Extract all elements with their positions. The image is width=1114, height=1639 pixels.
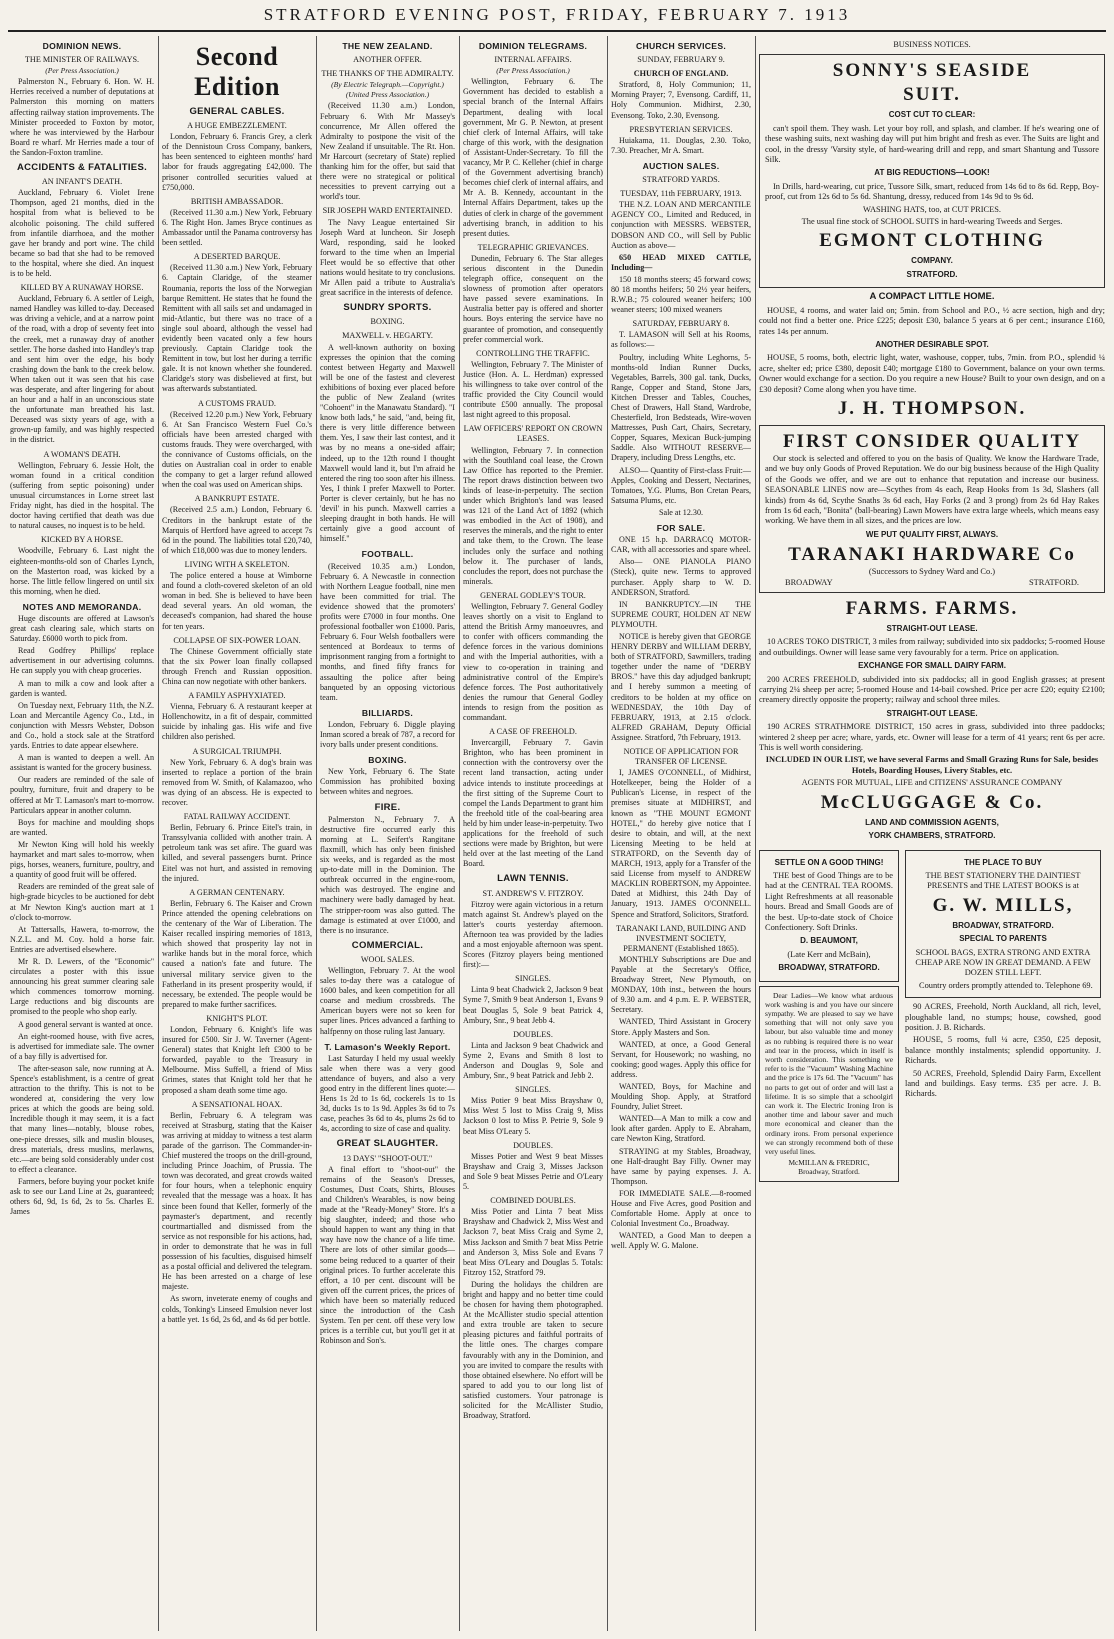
article-paragraph: Wellington, February 6. Jessie Holt, the woman found in a critical condition (suffering from septic poisoning) under unusual circumstances in Lorne street last Friday night, has died in the hospital. The doctor having certified that death was due to natural causes, no inquest is to be held. xyxy=(10,460,154,531)
advert-subheading: STRAIGHT-OUT LEASE. xyxy=(886,708,978,718)
article-heading: WOOL SALES. xyxy=(360,954,415,964)
article-paragraph: A well-known authority on boxing expresses the opinion that the coming contest between Hegarty and Maxwell will be one of the fastest and cleverest exhibitions of boxing ever placed before the public of New Zealand (writes "Cohoent" in the Manawatu Standard). "I know both lads," he said, "and, being fit, there is very little difference between them. Yes, I saw their last contest, and it was by no means a one-sided affair; indeed, up to the 12th round I thought Maxwell would land it, but I'm afraid he entered the ring too soon after his illness. Yes, I think I prefer Maxwell to Porter. Porter is clever certainly, but he has no 'devil' in his punch. Maxwell carries a sleeping draught in both hands. He will certainly give a good account of himself." xyxy=(320,342,455,544)
article-paragraph: London, February 6. Knight's life was insured for £500. Sir J. W. Taverner (Agent-General) states that Knight left £300 to be forwarded, payable to the Treasury in Melbourne. Miss Suffell, a friend of Miss Grimes, states that Knight told her that he proposed a sham death some time ago. xyxy=(162,1024,312,1095)
advert-text: THE BEST STATIONERY THE DAINTIEST PRESENTS and THE LATEST BOOKS is at xyxy=(925,870,1081,891)
stationery-advert xyxy=(905,846,1101,1186)
article-paragraph: Palmerston N., February 7. A destructive fire occurred early this morning at L. Seifert's Rangitane flaxmill, which has only been finished six weeks, and is regarded as the most up-to-date mill in the Dominion. The outbreak occurred in the engine-room, which was destroyed. The engine and machinery were badly damaged by heat. The stripper-room was also gutted. The damage is estimated at over £1000, and there is no insurance. xyxy=(320,814,455,935)
advert-text: Our stock is selected and offered to you on the basis of Quality. We know the Hardware Trade, and we buy only Goods of Proved Reputation. We do our big business because of the High Quality of the Goods we offer, and we are out to enhance that reputation and increase our business. SEASONABLE LINES now are—Scythes from 4s each, Reap Hooks from 1s 3d, Slashers (all kinds) from 4s 6d, Scythe Snaths 3s 6d each, Hay Forks (2 and 3 prong) from 2s 6d Hay Rakes from 1s 6d each, "Bonita" (ball-bearing) Lawn Mowers have extra large wheels, which means easy working. We have them in all sizes, and the prices are low. xyxy=(765,453,1099,526)
article-paragraph: (Received 10.35 a.m.) London, February 6. A Newcastle in connection with Northern League football, nine men have been committed for trial. The evidence showed that the promoters' profits were £7000 in four months. One professional footballer won £1000. Paris, February 6. Four Welsh footballers were sentenced at Bordeaux to terms of imprisonment ranging from a fortnight to months, and fined fifty francs for assaulting the police after being banqueted by an opposing victorious team. xyxy=(320,561,455,702)
article-heading: ST. ANDREW'S V. FITZROY. xyxy=(482,888,584,898)
article-heading: SIR JOSEPH WARD ENTERTAINED. xyxy=(322,206,453,216)
article-heading: A SURGICAL TRIUMPH. xyxy=(192,746,282,756)
article-heading: A GERMAN CENTENARY. xyxy=(189,887,285,897)
edition-banner: Second Edition xyxy=(194,42,280,101)
advert-brand: EGMONT CLOTHING xyxy=(819,230,1045,252)
article-paragraph: Wellington, February 7. The Minister of Justice (Hon. A. L. Herdman) expressed his willingness to take over control of the traffic provided the City Council would contribute £500 annually. The proposal last night agreed to this proposal. xyxy=(463,359,603,420)
article-paragraph: Linta 9 beat Chadwick 2, Jackson 9 beat Syme 7, Smith 9 beat Anderson 1, Evans 9 beat Douglas 5, Sole 9 beat Patrick 4, Ambury, Snr., 9 beat Jebb 4. xyxy=(463,985,603,1025)
article-paragraph: Auckland, February 6. Violet Irene Thompson, aged 21 months, died in the hospital from what is believed to be alcoholic poisoning. The child suffered from infantile diarrhoea, and the mother gave her brandy and port wine. The child became so bad that she had to be removed to the hospital, where she died. An inquest is to be held. xyxy=(10,188,154,278)
article-heading: TUESDAY, 11th FEBRUARY, 1913. xyxy=(620,189,742,199)
article-paragraph: Vienna, February 6. A restaurant keeper at Hollenchowitz, in a fit of despair, committed suicide by inhaling gas. His wife and five children also perished. xyxy=(162,702,312,742)
advert-subheading: SETTLE ON A GOOD THING! xyxy=(774,857,884,867)
column-divider xyxy=(316,36,317,1631)
masthead-rule xyxy=(8,30,1106,32)
tea-rooms-advert xyxy=(759,846,899,1186)
article-heading: A BANKRUPT ESTATE. xyxy=(194,494,280,504)
article-heading: A CASE OF FREEHOLD. xyxy=(489,727,577,737)
advert-subheading: COST CUT TO CLEAR: xyxy=(888,110,976,120)
press-credit: (Per Press Association.) xyxy=(45,66,119,76)
advert-subheading: AT BIG REDUCTIONS—LOOK! xyxy=(874,168,990,178)
hardware-advert xyxy=(759,425,1105,593)
article-paragraph: (Received 11.30 a.m.) London, February 6. With Mr Massey's concurrence, Mr Allen offered the Admiralty to postpone the visit of the New Zealand if unsuitable. The Rt. Hon. Mr Harcourt (secretary of State) replied thanking him for the offer, but said that there were no strategical or political necessities to prevent carrying out a world's tour. xyxy=(320,101,455,202)
article-heading: AN INFANT'S DEATH. xyxy=(41,177,123,187)
tea-rooms-box xyxy=(759,850,899,982)
advert-subheading: YORK CHAMBERS, STRATFORD. xyxy=(868,831,996,841)
article-heading: SINGLES. xyxy=(515,974,551,984)
column-divider xyxy=(755,36,756,1631)
article-heading: ANOTHER OFFER. xyxy=(353,55,422,65)
section-heading: AUCTION SALES. xyxy=(642,160,720,171)
article-paragraph: Woodville, February 6. Last night the eighteen-months-old son of Charles Lynch, on the Masterton road, was kicked by a horse. The little fellow lingered on until six this morning, when he died. xyxy=(10,546,154,596)
article-paragraph: Fitzroy were again victorious in a return match against St. Andrew's played on the latter's courts yesterday afternoon. Afternoon tea was provided by the ladies and a most enjoyable afternoon was spent. Scores (Fitzroy players being mentioned first):— xyxy=(463,899,603,970)
article-heading: FATAL RAILWAY ACCIDENT. xyxy=(183,812,291,822)
section-heading: LAWN TENNIS. xyxy=(497,873,569,885)
advert-text: HOUSE, 4 rooms, and water laid on; 5min. from School and P.O., ½ acre section, high and dry; could not find a better one. Price £225; deposit £30, balance 5 years at 6 per cent.; insurance £160, rates 14s per annum. xyxy=(759,305,1105,336)
article-paragraph: New York, February 6. The State Commission has prohibited boxing between whites and negroes. xyxy=(320,767,455,797)
article-paragraph: Wellington, February 7. At the wool sales to-day there was a catalogue of 1600 bales, and keen competition for all coarse and medium crossbreds. The American buyers were not so keen for super lines. Prices advanced a farthing to halfpenny on those ruling last January. xyxy=(320,965,455,1036)
column-4 xyxy=(463,36,603,1634)
article-heading: CONTROLLING THE TRAFFIC. xyxy=(476,348,590,358)
press-credit: (Per Press Association.) xyxy=(496,66,570,76)
section-heading: DOMINION TELEGRAMS. xyxy=(478,41,588,51)
advert-subheading: LAND AND COMMISSION AGENTS, xyxy=(865,817,999,827)
article-heading: DOUBLES. xyxy=(513,1029,553,1039)
article-paragraph: (Received 11.30 a.m.) New York, February 6. Captain Claridge, of the steamer Roumania, reports the loss of the Norwegian barque Remittent. He states that he found the Remittent with all sails set and undamaged in mid-Atlantic, but there was no trace of a single soul aboard, although the vessel had evidently been vacated only a few hours previously. Captain Claridge took the Remittent in tow, but lost her during a terrific gale. It is not known whether she foundered. Claridge's story was disbelieved at first, but was afterwards substantiated. xyxy=(162,263,312,394)
advert-location-right: STRATFORD. xyxy=(1028,577,1079,587)
classified-ad: STRAYING at my Stables, Broadway, one Half-draught Bay Filly. Owner may have same by paying expenses. J. A. Thompson. xyxy=(611,1146,751,1186)
notice-paragraph: NOTICE is hereby given that GEORGE HENRY DERBY and WILLIAM DERBY, both of STRATFORD, Sawmillers, trading together under the name of "DERBY BROS." have this day adjudged bankrupt; and I hereby summon a meeting of creditors to be holden at my office on WEDNESDAY, the 10th Day of FEBRUARY, 1913, at 2.15 o'clock. ALFRED GRAHAM, Deputy Official Assignee. Stratford, 7th February, 1913. xyxy=(611,631,751,742)
advert-subheading: STRATFORD. xyxy=(906,269,958,279)
note-paragraph: The after-season sale, now running at A. Spence's establishment, is a centre of great attraction to the thrifty. This is not to be wondered at, considering the very low prices at which the goods are being sold. Incredible though it may seem, it is a fact that many lines—notably, blouse robes, one-piece dresses, silk and muslin blouses, dress materials, dress muslins, merlawns, etc.—are being sold considerably under cost to effect a clearance. xyxy=(10,1063,154,1174)
advert-subheading: STRAIGHT-OUT LEASE. xyxy=(886,624,978,633)
article-heading: 13 DAYS' "SHOOT-OUT." xyxy=(342,1153,433,1163)
section-heading: NOTES AND MEMORANDA. xyxy=(22,601,142,612)
note-paragraph: Mr R. D. Lewers, of the "Economic" circulates a poster with this issue announcing his great summer clearing sale which commences tomorrow morning. Large reductions and big discounts are promised to the people who shop early. xyxy=(10,956,154,1017)
article-heading: TELEGRAPHIC GRIEVANCES. xyxy=(477,242,589,252)
advert-title: FARMS. FARMS. xyxy=(845,598,1019,619)
advert-brand: McCLUGGAGE & Co. xyxy=(820,791,1044,813)
note-paragraph: At Tattersalls, Hawera, to-morrow, the N.Z.L. and M. Coy. hold a horse fair. Entries are advertised elsewhere. xyxy=(10,924,154,954)
advert-subheading: A COMPACT LITTLE HOME. xyxy=(869,291,995,303)
article-heading: STRATFORD YARDS. xyxy=(642,175,720,185)
note-paragraph: Readers are reminded of the great sale of high-grade bicycles to be auctioned for debt at Mr Newton King's auction mart at 1 o'clock to-morrow. xyxy=(10,882,154,922)
advert-brand: J. H. THOMPSON. xyxy=(837,397,1027,419)
article-heading: SINGLES. xyxy=(515,1085,551,1095)
section-heading: FIRE. xyxy=(374,801,401,813)
article-heading: GENERAL GODLEY'S TOUR. xyxy=(480,590,586,600)
article-heading: A HUGE EMBEZZLEMENT. xyxy=(187,121,287,131)
column-6 xyxy=(759,36,1105,1634)
article-paragraph: (Received 2.5 a.m.) London, February 6. Creditors in the bankrupt estate of the Marquis of Hertford have agreed to accept 7s 6d in the pound. The liabilities total £20,740, of which £18,000 was due to money lenders. xyxy=(162,505,312,555)
article-paragraph: Miss Potier 9 beat Miss Brayshaw 0, Miss West 5 lost to Miss Craig 9, Miss Jackson 0 lost to Miss P. Petrie 9, Sole 9 beat Miss O'Leary 5. xyxy=(463,1096,603,1136)
advert-text: SCHOOL BAGS, EXTRA STRONG AND EXTRA CHEAP ARE NOW IN GREAT DEMAND. A FEW DOZEN STILL LEFT. xyxy=(915,947,1091,978)
section-heading: CHURCH SERVICES. xyxy=(635,41,727,51)
column-divider xyxy=(607,36,608,1631)
article-paragraph: (Received 11.30 a.m.) New York, February 6. The Right Hon. James Bryce continues as Ambassador until the Panama controversy has been settled. xyxy=(162,207,312,248)
article-paragraph: Invercargill, February 7. Gavin Brighton, who has been prominent in connection with the controversy over the recent land transaction, acting under advice intends to institute proceedings at the first sitting of the Supreme Court to compel the Lands Department to grant him the freehold title of the coal-bearing area held by him under lease-in-perpetuity. Two applications for the freehold of such sections were made by Brighton, but were held over at the last meeting of the Land Board. xyxy=(463,738,603,869)
advert-brand: TARANAKI HARDWARE Co xyxy=(788,544,1076,566)
article-paragraph: Berlin, February 6. Prince Eitel's train, in Transsylvania collided with another train. A petroleum tank was set afire. The guard was killed, and several passengers burnt. Prince Eitel was not hurt, and assisted in removing the injured. xyxy=(162,823,312,883)
section-heading: FOR SALE. xyxy=(656,523,706,534)
section-heading: COMMERCIAL. xyxy=(351,939,424,951)
notice-paragraph: MONTHLY Subscriptions are Due and Payable at the Secretary's Office, Broadway Street, New Plymouth, on MONDAY, 10th inst., between the hours of 9.30 a.m. and 4 p.m. E. P. WEBSTER, Secretary. xyxy=(611,954,751,1015)
notice-paragraph: 150 18 months steers; 45 forward cows; 80 18 months heifers; 50 2½ year heifers, R.W.B.; 75 coloured weaner heifers; 100 weaner steers; 100 mixed weaners xyxy=(611,274,751,315)
advert-text: The usual fine stock of SCHOOL SUITS in hard-wearing Tweeds and Serges. xyxy=(801,217,1063,227)
note-paragraph: Our readers are reminded of the sale of poultry, furniture, fruit and drapery to be offered at Mr T. Lamason's mart to-morrow. Particulars appear in another column. xyxy=(10,775,154,815)
column-1 xyxy=(10,36,154,1634)
article-paragraph: Auckland, February 6. A settler of Leigh, named Handley was killed to-day. Deceased was driving a vehicle, and at a narrow point of the road, with a drop of seventy feet into the creek, met a runaway dray of another settler. The horse dashed into Handley's trap and sent him over the edge, his body crashing down the bank to the creek below. When taken out it was seen that his case was desperate, and after lingering for about an hour and a half in an unconscious state the unfortunate man breathed his last. Deceased was sixty years of age, with a grown-up family, and was highly respected in the district. xyxy=(10,294,154,445)
article-heading: THE THANKS OF THE ADMIRALTY. xyxy=(321,69,454,79)
notice-paragraph: I, JAMES O'CONNELL, of Midhirst, Hotelkeeper, being the Holder of a Publican's License, in respect of the premises situate at MIDHIRST, and known as "THE MOUNT EGMONT HOTEL," do hereby give notice that I desire to obtain, and will, at the next Licensing Meeting to be held at STRATFORD, on the Seventh day of MARCH, 1913, apply for a Transfer of the said License from myself to ANDREW MACKLIN ROBERTSON, my Appointee. Dated at Midhirst, this 24th Day of January, 1913. JAMES O'CONNELL. Spence and Stratford, Solicitors, Stratford. xyxy=(611,768,751,919)
column-divider xyxy=(459,36,460,1631)
article-paragraph: Last Saturday I held my usual weekly sale when there was a very good attendance of buyers, and also a very good entry in the different lines quote:—Hens 1s 2d to 1s 6d, cockerels 1s to 1s 3d, ducks 1s to 1s 9d. Apples 3s 6d to 7s case, peaches 3s 6d to 4s, plums 2s 6d to 4s, according to size of case and quality. xyxy=(320,1053,455,1134)
article-paragraph: A final effort to "shoot-out" the remains of the Season's Dresses, Costumes, Dust Coats, Shirts, Blouses and Children's Wearables, is now being made at the "Ready-Money" Store. It's a big slaughter, indeed; and those who should happen to want any thing in that way have now the chance of a life time. There are lots of other similar goods—some being reduced to a quarter of their original prices. To further accelerate this effort, a 10 per cent. discount will be given off the current prices, the prices of which have been so materially reduced since the introduction of the Cash System. Ten per cent. off these very low prices is a terrible cut, but you'll get it at Robinson and Son's. xyxy=(320,1164,455,1346)
classified-ad: HOUSE, 5 rooms, full ¼ acre, £350, £25 deposit, balance monthly instalments; splendid opportunity. J. Richards. xyxy=(905,1035,1101,1066)
article-heading: PRESBYTERIAN SERVICES. xyxy=(629,124,733,134)
article-heading: CHURCH OF ENGLAND. xyxy=(633,69,729,79)
advert-text: Broadway, Stratford. xyxy=(798,1167,860,1177)
advert-subheading: THE PLACE TO BUY xyxy=(964,857,1042,867)
section-heading: T. Lamason's Weekly Report. xyxy=(324,1041,451,1052)
advert-text: In Drills, hard-wearing, cut price, Tussore Silk, smart, reduced from 14s 6d to 8s 6d. Repp, Boy-proof, cut from 12s 6d to 5s 6d. Shantung, dressy, reduced from 14s 9d to 9s 6d. xyxy=(765,181,1099,202)
section-heading: ACCIDENTS & FATALITIES. xyxy=(16,162,148,174)
article-paragraph: During the holidays the children are bright and happy and no better time could be chosen for having them photographed. At the McAllister studio special attention and extra trouble are taken to secure pleasing pictures and faithful portraits of the little ones. The charges compare favourably with any in the Dominion, and you are invited to compare the results with those obtained elsewhere. No effort will be spared to add you to our long list of satisfied customers. Your patronage is solicited for the McAllister Studio, Broadway, Stratford. xyxy=(463,1279,603,1421)
article-paragraph: Wellington, February 7. General Godley leaves shortly on a visit to England to attend the British Army manoeuvres, and to confer with officers commanding the defence forces in the various dominions and with the Imperial authorities, with a view to co-operation in training and administrative control of the Empire's defence forces. The Post authoritatively denies the rumour that General Godley intends to resign from the position as commandant. xyxy=(463,601,603,722)
advert-text: (Late Kerr and McBain), xyxy=(787,949,871,959)
article-paragraph: Palmerston N., February 6. Hon. W. H. Herries received a number of deputations at Palmerston this morning on matters affecting railway station improvements. The Minister proceeded to Foxton by motor, where he was interviewed by the Harbour Board re wharf. Mr Herries made a tour of the Sandon-Foxton tramline. xyxy=(10,77,154,157)
article-paragraph: London, February 6. Diggle playing Inman scored a break of 787, a record for ivory balls under present conditions. xyxy=(320,719,455,750)
article-heading: LAW OFFICERS' REPORT ON CROWN LEASES. xyxy=(463,424,603,444)
section-heading: BILLIARDS. xyxy=(361,707,414,718)
article-paragraph: (Received 12.20 p.m.) New York, February 6. At San Francisco Western Fuel Co.'s officials have been arrested charged with customs frauds. They were overcharged, with the connivance of Customs officials, on the duties on Australian coal in order to enable the company to get a larger refund allowed when the coal was used on American ships. xyxy=(162,409,312,490)
advert-subheading: EXCHANGE FOR SMALL DAIRY FARM. xyxy=(858,661,1006,671)
article-heading: INTERNAL AFFAIRS. xyxy=(494,55,572,65)
advert-text: 190 ACRES STRATHMORE DISTRICT, 150 acres in grass, subdivided into three paddocks; wintered 2 sheep per acre; whare, yards, etc. Owner will lease for a term of 41 years; rent 6s per acre. This is well worth considering. xyxy=(759,722,1105,753)
column-3 xyxy=(320,36,455,1634)
note-paragraph: Farmers, before buying your pocket knife ask to see our Land Line at 2s, guaranteed; others 6d, 9d, 1s 6d, 2s to 5s. Charles E. James xyxy=(10,1176,154,1217)
article-heading: COLLAPSE OF SIX-POWER LOAN. xyxy=(173,635,301,645)
article-heading: LIVING WITH A SKELETON. xyxy=(184,559,290,569)
article-heading: TARANAKI LAND, BUILDING AND INVESTMENT SOCIETY, PERMANENT (Established 1865). xyxy=(616,923,746,953)
notice-paragraph: Also— ONE PIANOLA PIANO (Steck), quite new. Terms to approved purchaser. Apply sharp to W. D. ANDERSON, Stratford. xyxy=(611,557,751,597)
notice-paragraph: THE N.Z. LOAN AND MERCANTILE AGENCY CO., Limited and Reduced, in conjunction with MESSRS. WEBSTER, DOBSON AND CO., will Sell by Public Auction as above— xyxy=(611,200,751,250)
article-heading: MAXWELL v. HEGARTY. xyxy=(342,331,433,341)
article-heading: NOTICE OF APPLICATION FOR TRANSFER OF LICENSE. xyxy=(623,747,739,767)
article-heading: THE MINISTER OF RAILWAYS. xyxy=(24,55,140,65)
section-heading: FOOTBALL. xyxy=(361,549,414,560)
press-credit: (By Electric Telegraph.—Copyright.) (United Press Association.) xyxy=(331,80,444,100)
article-paragraph: The police entered a house at Wimborne and found a cloth-covered skeleton of an old woman in bed. She is believed to have been dead several years. An old woman, the deceased's companion, had shared the house for ten years. xyxy=(162,571,312,631)
column-5 xyxy=(611,36,751,1634)
note-paragraph: Huge discounts are offered at Lawson's great cash clearing sale, which starts on Saturday. £6000 worth to pick from. xyxy=(10,613,154,644)
classified-ad: 50 ACRES, Freehold, Splendid Dairy Farm, Excellent land and buildings. Easy terms. £35 per acre. J. B. Richards. xyxy=(905,1068,1101,1099)
advert-text: 200 ACRES FREEHOLD, subdivided into six paddocks; all in good English grasses; at present carrying 2¼ sheep per acre; 5-roomed House and 14-bail cowshed. Price per acre £20; equity £2100; creamery directly opposite the property; railway and school three miles. xyxy=(759,674,1105,705)
article-heading: KICKED BY A HORSE. xyxy=(40,535,124,545)
classified-ad: WANTED, Third Assistant in Grocery Store. Apply Masters and Son. xyxy=(611,1017,751,1037)
note-paragraph: Read Godfrey Phillips' replace advertisement in our advertising columns. He can supply you with cheap groceries. xyxy=(10,646,154,676)
advert-text: Dear Ladies—We know what arduous work washing is and you have our sincere sympathy. We are pleased to say we have something that will not only save you labour, but also valuable time and money as no rubbing is required there is no wear and tear in the process, which in itself is worth consideration. This something we refer to is the "Vacuum" Washing Machine and the price is 17s 6d. The "Vacuum" has no parts to get out of order and will last a lifetime. It is so simple that a schoolgirl can work it. The Electric Ironing Iron is another time and labour saver and much more economical and cleaner than the ordinary irons. From personal experience we can strongly recommend both of these very useful lines. xyxy=(765,990,893,1157)
article-heading: KILLED BY A RUNAWAY HORSE. xyxy=(20,283,144,293)
column-2 xyxy=(162,36,312,1634)
article-paragraph: As sworn, inveterate enemy of coughs and colds, Tonking's Linseed Emulsion never lost a battle yet. 1s 6d, 2s 6d, and 4s 6d per bottle. xyxy=(162,1294,312,1324)
classified-ad: WANTED, at once, a Good General Servant, for Housework; no washing, no cooking; good wages. Apply this office for address. xyxy=(611,1039,751,1079)
note-paragraph: Mr Newton King will hold his weekly haymarket and mart sales to-morrow, when pigs, horses, weaners, furniture, poultry, and a quantity of good fruit will be offered. xyxy=(10,839,154,880)
section-heading: BOXING. xyxy=(368,755,407,766)
advert-location xyxy=(765,578,1099,588)
notice-paragraph: T. LAMASON will Sell at his Rooms, as follows:— xyxy=(611,330,751,350)
section-heading: BUSINESS NOTICES. xyxy=(893,40,971,49)
article-paragraph: Wellington, February 6. The Government has decided to establish a special branch of the Internal Affairs Department, dealing with local government, Mr G. P. Newton, at present chief clerk of Internal Affairs, will take charge of this work, with the designation of Assistant-Under-Secretary. To fill the vacancy, Mr P. C. Kelleher (chief in charge of the Government advertising branch) becomes chief clerk of internal affairs, and Mr A. B. Kennedy, accountant in the Internal Affairs Department, takes up the duties of clerk in charge of the government advertising branch, in addition to his present duties. xyxy=(463,77,603,238)
article-heading: COMBINED DOUBLES. xyxy=(490,1196,576,1206)
advert-text: can't spoil them. They wash. Let your boy roll, and splash, and clamber. If he's wearing one of these washing suits, next washing day will put him bright and fresh as ever. The Suits are light and cool, in the dressy 'Varsity style, of hard-wearing drill and repp, and smart Shantung and Tussore Silk. xyxy=(765,123,1099,165)
advert-brand: G. W. MILLS, xyxy=(932,894,1074,916)
article-heading: SATURDAY, FEBRUARY 8. xyxy=(632,319,730,329)
notice-paragraph: ONE 15 h.p. DARRACQ MOTOR-CAR, with all accessories and spare wheel. xyxy=(611,535,751,555)
notice-paragraph: ALSO— Quantity of First-class Fruit:— Apples, Cooking and Dessert, Nectarines, Tomatoes, Y.G. Plums, Bon Cretan Pears, Satsuma Plums, etc. xyxy=(611,465,751,505)
clothing-advert xyxy=(759,54,1105,288)
advert-subheading: D. BEAUMONT, xyxy=(800,936,858,946)
advert-text: THE best of Good Things are to be had at the CENTRAL TEA ROOMS. Light Refreshments at all reasonable hours. Bread and Small Goods are of the best. Up-to-date stock of Choice Confectionery. Soft Drinks. xyxy=(765,870,893,932)
article-paragraph: Berlin, February 6. A telegram was received at Strasburg, stating that the Kaiser was arriving at midday to witness a test alarm parade of the garrison. The Commander-in-Chief mustered the troops on the drill-ground, including Prince Joachim, of Prussia. The town was decorated, and great crowds waited for four hours, when a telephonic enquiry revealed that the message was a hoax. It has since been found that Keller, formerly of the paymaster's department, and recently courtmartialled and dismissed from the service as not responsible for his actions, had, in order to demonstrate that he was in full possession of his faculties, disguised himself as a postal official and delivered the telegram. He has been arrested on a charge of lese majeste. xyxy=(162,1110,312,1292)
classified-ad: WANTED, Boys, for Machine and Moulding Shop. Apply, at Stratford Foundry, Juliet Street. xyxy=(611,1082,751,1112)
note-paragraph: On Tuesday next, February 11th, the N.Z. Loan and Mercantile Agency Co., Ltd., in conjunction with Messrs Webster, Dobson and Co., hold a stock sale at the Stratford yards. Entries to date appear elsewhere. xyxy=(10,700,154,751)
advert-text: AGENTS FOR MUTUAL, LIFE and CITIZENS' ASSURANCE COMPANY xyxy=(801,778,1063,788)
section-heading: SUNDRY SPORTS. xyxy=(343,302,432,314)
classified-ad: 90 ACRES, Freehold, North Auckland, all rich, level, ploughable land, no stumps; house, cowshed, good position. J. B. Richards. xyxy=(905,1002,1101,1032)
note-paragraph: A man is wanted to deepen a well. An assistant is wanted for the grocery business. xyxy=(10,753,154,773)
notice-paragraph: Sale at 12.30. xyxy=(658,507,704,517)
section-heading: GREAT SLAUGHTER. xyxy=(336,1138,439,1150)
advert-subheading: WE PUT QUALITY FIRST, ALWAYS. xyxy=(865,529,999,539)
section-heading: DOMINION NEWS. xyxy=(42,41,122,51)
advert-text: INCLUDED IN OUR LIST, we have several Farms and Small Grazing Runs for Sale, besides Hotels, Boarding Houses, Livery Stables, etc. xyxy=(765,755,1099,775)
notice-paragraph: 650 HEAD MIXED CATTLE, Including— xyxy=(611,252,751,272)
note-paragraph: A man to milk a cow and look after a garden is wanted. xyxy=(10,678,154,698)
advert-subheading: ANOTHER DESIRABLE SPOT. xyxy=(875,339,989,349)
notice-paragraph: Poultry, including White Leghorns, 5-months-old Indian Runner Ducks, Vegetables, Barrels, 300 gal. tank, Ducks, Range, Copper and Stand, Stone Jars, Kitchen Dresser and Tables, Couches, Chest of Drawers, Hall Stand, Wardrobe, Chesterfield, Iron Bedsteads, Wire-woven Mattresses, Push Cart, Chairs, Secretary, Copper, Squares, Mexican Buck-jumping Saddle. Also WITHOUT RESERVE— Drapery, including Dress Lengths, etc. xyxy=(611,352,751,463)
advert-signature: McMILLAN & FREDRIC, xyxy=(788,1158,870,1168)
article-heading: A SENSATIONAL HOAX. xyxy=(191,1099,283,1109)
advert-location-left: BROADWAY xyxy=(785,577,833,587)
advert-subheading: BROADWAY, STRATFORD. xyxy=(778,963,880,973)
advert-title: FIRST CONSIDER QUALITY xyxy=(782,430,1082,452)
classified-ad: WANTED, a Good Man to deepen a well. Apply W. G. Malone. xyxy=(611,1231,751,1251)
article-heading: BRITISH AMBASSADOR. xyxy=(190,196,284,206)
bottom-adverts xyxy=(759,846,1105,1186)
article-paragraph: New York, February 6. A dog's brain was inserted to replace a portion of the brain removed from W. Smith, of Kalamazoo, who was dying of an abscess. He is expected to recover. xyxy=(162,757,312,807)
masthead: STRATFORD EVENING POST, FRIDAY, FEBRUARY 7. 1913 xyxy=(263,5,851,24)
stationery-box xyxy=(905,850,1101,999)
article-paragraph: Linta and Jackson 9 beat Chadwick and Syme 2, Evans and Smith 8 lost to Anderson and Douglas 9, Sole and Ambury, Snr., 9 beat Patrick and Jebb 2. xyxy=(463,1040,603,1081)
advert-text: WASHING HATS, too, at CUT PRICES. xyxy=(862,204,1002,214)
advert-text: (Successors to Sydney Ward and Co.) xyxy=(868,567,996,577)
section-heading: THE NEW ZEALAND. xyxy=(342,41,433,51)
washing-machine-advert xyxy=(759,986,899,1182)
section-heading: GENERAL CABLES. xyxy=(189,106,285,117)
article-paragraph: London, February 6. Francis Grey, a clerk of the Dennistoun Cross Company, bankers, has been sentenced to eighteen months' hard labor for frauds aggregating £42,000. The prisoner controlled securities valued at £750,000. xyxy=(162,132,312,192)
article-paragraph: Dunedin, February 6. The Star alleges serious discontent in the Dunedin telegraph office, consequent on the slowness of promotion after operators have passed severe examinations. In Australia better pay is offered and shorter hours. Boys entering the service have no guarantee of promotion, and consequently prefer commercial work. xyxy=(463,253,603,344)
notice-paragraph: IN BANKRUPTCY.—IN THE SUPREME COURT, HOLDEN AT NEW PLYMOUTH. xyxy=(611,599,751,629)
column-divider xyxy=(158,36,159,1631)
advert-text: HOUSE, 5 rooms, both, electric light, water, washouse, copper, tubs, 7min. from P.O., splendid ¼ acre, shelter ed; price £380, deposit £40; mortgage £180 to Government, balance on your own terms. Owner would exchange for a section. Do you require a new House? Built to your own design, and on a £30 deposit? Come along when you have time. xyxy=(759,353,1105,394)
classified-ad: FOR IMMEDIATE SALE.—8-roomed House and Five Acres, good Position and Comfortable Home. Apply at once to Colonial Investment Co., Broadway. xyxy=(611,1188,751,1229)
advert-text: 10 ACRES TOKO DISTRICT, 3 miles from railway; subdivided into six paddocks; 5-roomed House and outbuildings. Owner will lease same very favourably for a term. Price on application. xyxy=(759,637,1105,657)
article-paragraph: Wellington, February 7. In connection with the Southland coal lease, the Crown Law Office has reported to the Premier. The report draws distinction between two kinds of lease-in-perpetuity. The section under which Brighton's land was leased was 121 of the Land Act of 1892 (which was embodied in the Act of 1908), and reserves the minerals, and the right to enter and take them, to the Crown. The lease includes only the surface and nothing below it. The purchaser of lands, concludes the report, does not purchase the minerals. xyxy=(463,445,603,586)
article-heading: A CUSTOMS FRAUD. xyxy=(198,398,276,408)
article-paragraph: Berlin, February 6. The Kaiser and Crown Prince attended the opening celebrations on the centenary of the War of Liberation. The Kaiser recalled inspiring memories of 1813, which showed that prosperity lay not in warlike hands but in the moral force, which caused a nation's fate and future. The universal military service given to the Fatherland in its present prosperity would, if necessary, be extended. The people would be prepared to make further sacrifices. xyxy=(162,898,312,1009)
article-paragraph: The Navy League entertained Sir Joseph Ward at luncheon. Sir Joseph Ward, responding, said he looked forward to the time when an Imperial Fleet would be so effective that other nations would hesitate to try conclusions. Mr Allen paid a tribute to Australia's great sacrifice in the interests of defence. xyxy=(320,217,455,298)
notice-paragraph: Stratford, 8, Holy Communion; 11, Morning Prayer; 7, Evensong. Cardiff, 11, Holy Communion. Midhirst, 2.30, Evensong. Toko, 2.30, Evensong. xyxy=(611,80,751,120)
advert-subheading: COMPANY. xyxy=(911,256,953,266)
article-paragraph: Miss Potier and Linta 7 beat Miss Brayshaw and Chadwick 2, Miss West and Jackson 7, beat Miss Craig and Syme 2, Miss Jackson and Smith 7 beat Miss Petrie and Anderson 3, Miss Sole and Evans 7 beat Miss O'Leary and Douglas 5. Totals: Fitzroy 152, Stratford 79. xyxy=(463,1207,603,1277)
article-heading: SUNDAY, FEBRUARY 9. xyxy=(637,55,725,65)
advert-text: Country orders promptly attended to. Telephone 69. xyxy=(919,980,1093,990)
article-paragraph: The Chinese Government officially state that the six Power loan finally collapsed through French and Russian opposition. China can now negotiate with other bankers. xyxy=(162,646,312,686)
article-heading: A FAMILY ASPHYXIATED. xyxy=(188,691,286,701)
article-paragraph: Misses Potier and West 9 beat Misses Brayshaw and Craig 3, Misses Jackson and Sole 9 beat Misses Petrie and O'Leary 5. xyxy=(463,1151,603,1192)
note-paragraph: An eight-roomed house, with five acres, is advertised for immediate sale. The owner of a bay filly is advertised for. xyxy=(10,1031,154,1061)
article-heading: KNIGHT'S PLOT. xyxy=(206,1013,268,1023)
article-heading: BOXING. xyxy=(370,317,405,327)
advert-subheading: BROADWAY, STRATFORD. xyxy=(952,920,1054,930)
advert-subheading: SPECIAL TO PARENTS xyxy=(959,934,1047,944)
classified-ad: WANTED—A Man to milk a cow and look after garden. Apply to E. Abraham, care Newton King, Stratford. xyxy=(611,1114,751,1144)
article-heading: DOUBLES. xyxy=(513,1140,553,1150)
note-paragraph: A good general servant is wanted at once. xyxy=(18,1019,153,1029)
advert-title: SUIT. xyxy=(903,84,961,106)
notice-paragraph: Huiakama, 11. Douglas, 2.30. Toko, 7.30. Preacher, Mr A. Smart. xyxy=(611,135,751,155)
note-paragraph: Boys for machine and moulding shops are wanted. xyxy=(10,817,154,837)
advert-title: SONNY'S SEASIDE xyxy=(832,60,1032,82)
article-heading: A WOMAN'S DEATH. xyxy=(43,449,121,459)
article-heading: A DESERTED BARQUE. xyxy=(193,252,281,262)
